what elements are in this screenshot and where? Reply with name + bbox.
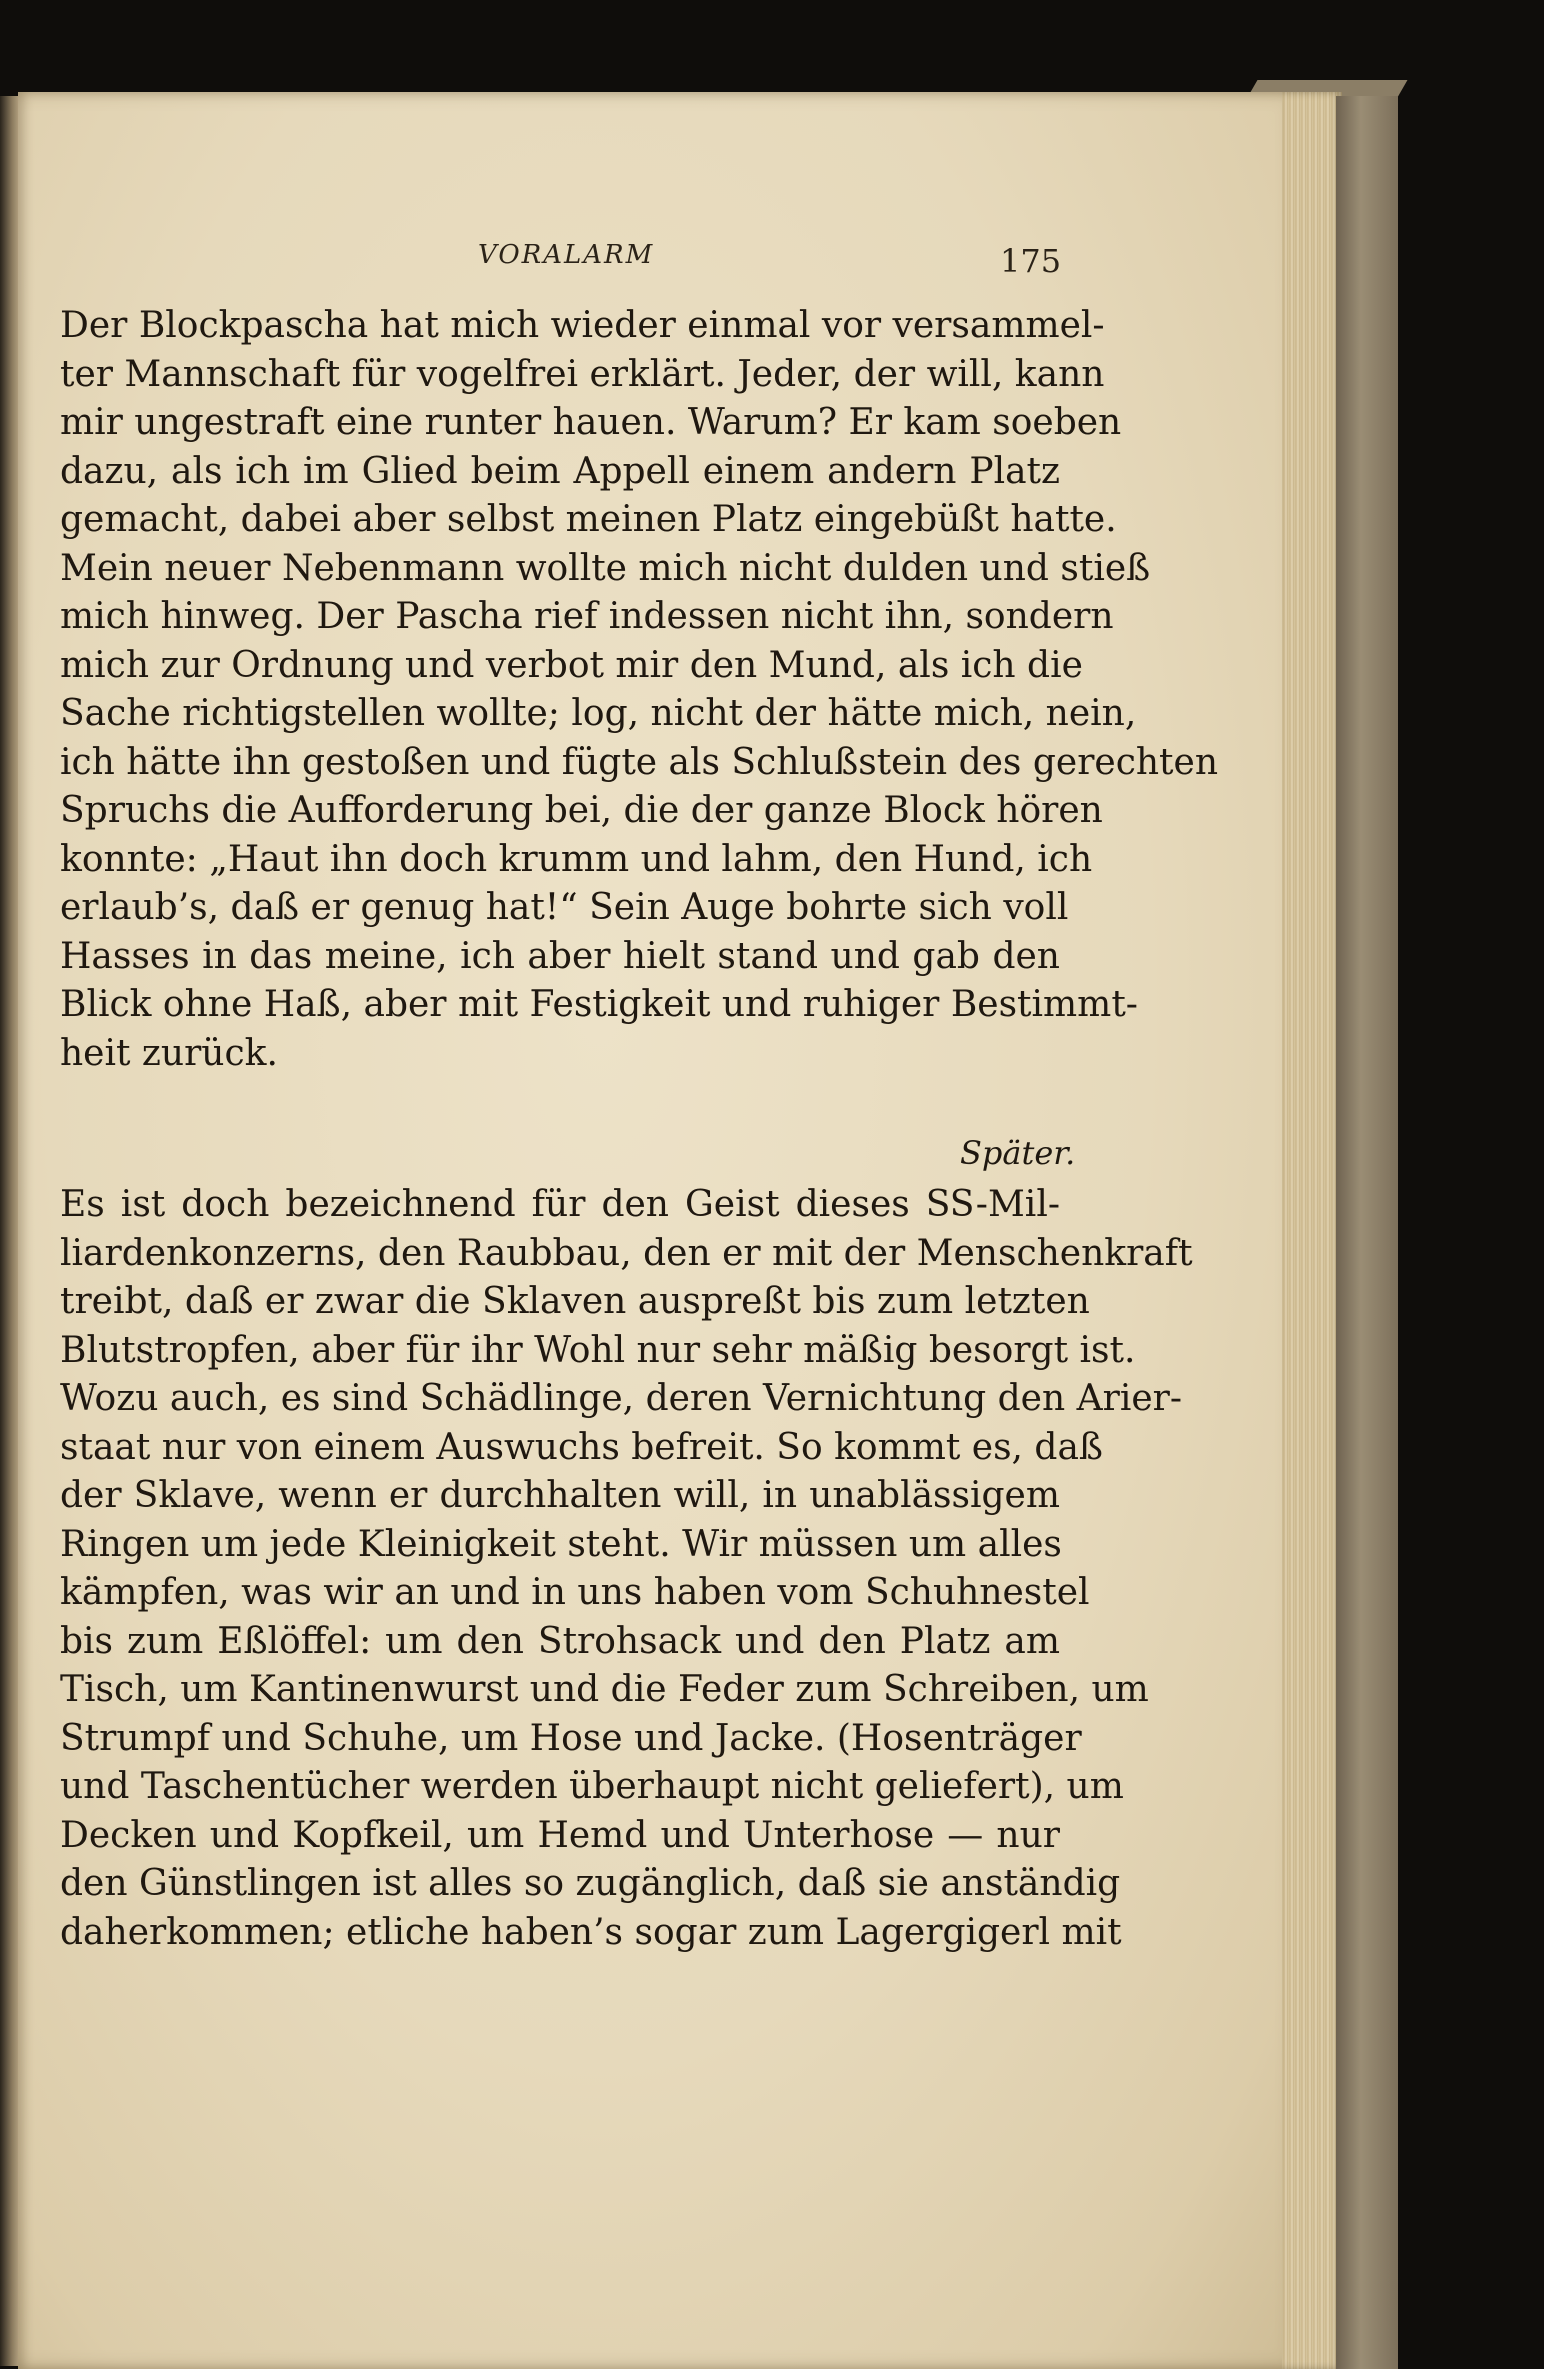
text-line: Sache richtigstellen wollte; log, nicht der hätte mich, nein, [60, 693, 1137, 734]
text-line: ich hätte ihn gestoßen und fügte als Schlußstein des gerechten [60, 741, 1219, 783]
text-line: bis zum Eßlöffel: um den Strohsack und den Platz am [60, 1620, 1060, 1662]
text-line: ter Mannschaft für vogelfrei erklärt. Jeder, der will, kann [60, 353, 1105, 395]
text-line: den Günstlingen ist alles so zugänglich, daß sie anständig [60, 1863, 1121, 1904]
text-line: Es ist doch bezeichnend für den Geist dieses SS-Mil- [60, 1184, 1060, 1225]
text-line: Strumpf und Schuhe, um Hose und Jacke. (Hosenträger [60, 1717, 1082, 1759]
text-line: Blutstropfen, aber für ihr Wohl nur sehr mäßig besorgt ist. [60, 1329, 1136, 1371]
text-line: liardenkonzerns, den Raubbau, den er mit der Menschenkraft [60, 1232, 1193, 1274]
text-line: Spruchs die Aufforderung bei, die der ganze Block hören [60, 790, 1103, 831]
page-number: 175 [1000, 242, 1062, 280]
text-line: und Taschentücher werden überhaupt nicht geliefert), um [60, 1766, 1124, 1807]
book-gutter-edge [0, 96, 20, 2366]
text-line: der Sklave, wenn er durchhalten will, in unablässigem [60, 1475, 1060, 1516]
text-line: staat nur von einem Auswuchs befreit. So kommt es, daß [60, 1426, 1103, 1468]
book-cover-edge [1336, 96, 1398, 2369]
text-line: Ringen um jede Kleinigkeit steht. Wir müssen um alles [60, 1523, 1062, 1565]
text-line: Tisch, um Kantinenwurst und die Feder zum Schreiben, um [60, 1669, 1149, 1710]
text-line: mir ungestraft eine runter hauen. Warum? Er kam soeben [60, 402, 1122, 443]
text-line: Hasses in das meine, ich aber hielt stand und gab den [60, 935, 1060, 977]
text-line: gemacht, dabei aber selbst meinen Platz eingebüßt hatte. [60, 499, 1117, 540]
signoff: Später. [960, 1134, 1076, 1172]
text-line: Der Blockpascha hat mich wieder einmal vor versammel- [60, 305, 1105, 346]
text-line: heit zurück. [60, 1032, 278, 1074]
paragraph-2 [60, 1181, 1193, 1957]
text-line: Mein neuer Nebenmann wollte mich nicht dulden und stieß [60, 547, 1151, 589]
running-head: VORALARM [478, 240, 655, 270]
page-stack-edge [1282, 92, 1342, 2369]
text-line: erlaub’s, daß er genug hat!“ Sein Auge bohrte sich voll [60, 887, 1069, 928]
text-line: kämpfen, was wir an und in uns haben vom Schuhnestel [60, 1572, 1090, 1613]
text-line: konnte: „Haut ihn doch krumm und lahm, den Hund, ich [60, 838, 1093, 880]
paragraph-1 [60, 302, 1219, 1078]
text-line: mich hinweg. Der Pascha rief indessen nicht ihn, sondern [60, 596, 1114, 637]
text-line: Decken und Kopfkeil, um Hemd und Unterhose — nur [60, 1814, 1060, 1856]
text-line: treibt, daß er zwar die Sklaven auspreßt bis zum letzten [60, 1281, 1090, 1322]
text-line: daherkommen; etliche haben’s sogar zum Lagergigerl mit [60, 1911, 1122, 1953]
text-line: Blick ohne Haß, aber mit Festigkeit und ruhiger Bestimmt- [60, 984, 1138, 1025]
text-line: mich zur Ordnung und verbot mir den Mund, als ich die [60, 644, 1083, 686]
text-line: Wozu auch, es sind Schädlinge, deren Vernichtung den Arier- [60, 1378, 1183, 1419]
text-line: dazu, als ich im Glied beim Appell einem andern Platz [60, 450, 1060, 492]
